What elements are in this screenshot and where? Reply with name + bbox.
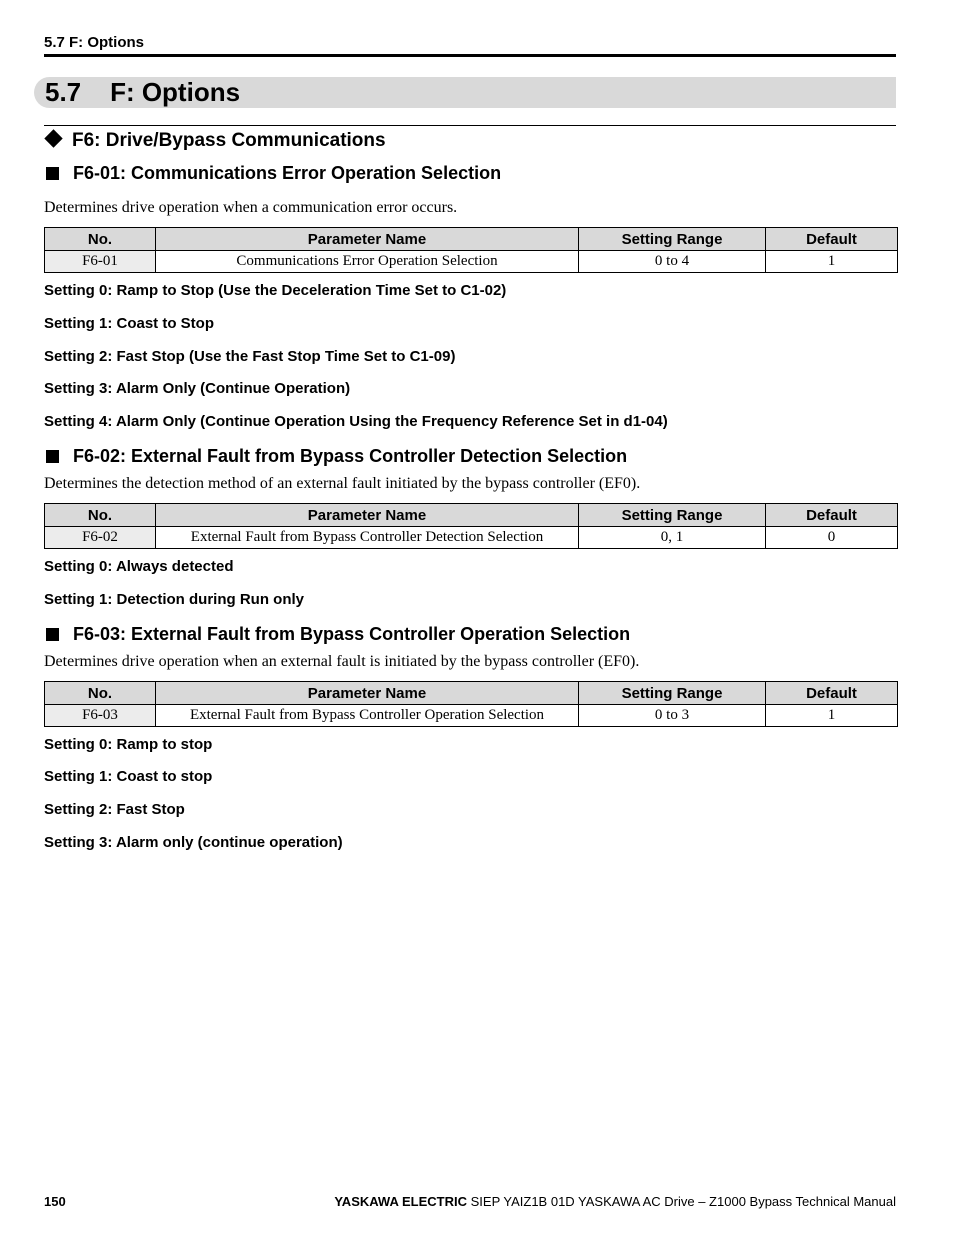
cell-name: External Fault from Bypass Controller Operation Selection: [156, 705, 579, 727]
cell-default: 0: [766, 527, 898, 549]
setting-item: Setting 2: Fast Stop: [44, 801, 185, 818]
cell-range: 0 to 3: [579, 705, 766, 727]
setting-item: Setting 3: Alarm Only (Continue Operation): [44, 380, 351, 397]
cell-default: 1: [766, 705, 898, 727]
running-header: 5.7 F: Options: [44, 34, 145, 51]
col-header-no: No.: [45, 682, 156, 705]
param-description: Determines the detection method of an external fault initiated by the bypass controller (EF0).: [44, 475, 641, 492]
table-row: [45, 527, 898, 549]
setting-item: Setting 2: Fast Stop (Use the Fast Stop Time Set to C1-09): [44, 348, 456, 365]
param-heading-text: F6-01: Communications Error Operation Selection: [73, 163, 502, 183]
footer-manual-text: SIEP YAIZ1B 01D YASKAWA AC Drive – Z1000 Bypass Technical Manual: [470, 1194, 896, 1209]
page-number: 150: [44, 1194, 66, 1209]
section-title-text: F: Options: [110, 77, 241, 107]
subsection-heading-text: F6: Drive/Bypass Communications: [72, 130, 386, 151]
square-bullet-icon: [46, 628, 59, 641]
header-rule: [44, 54, 896, 57]
setting-item: Setting 0: Ramp to Stop (Use the Deceleration Time Set to C1-02): [44, 282, 507, 299]
param-table-f6-03: [44, 681, 898, 727]
param-description: Determines drive operation when an external fault is initiated by the bypass controller (EF0).: [44, 653, 640, 670]
cell-name: Communications Error Operation Selection: [156, 251, 579, 273]
col-header-no: No.: [45, 504, 156, 527]
col-header-default: Default: [766, 504, 898, 527]
footer-brand: YASKAWA ELECTRIC: [334, 1194, 467, 1209]
section-rule: [44, 125, 896, 126]
cell-no: F6-02: [45, 527, 156, 549]
square-bullet-icon: [46, 167, 59, 180]
cell-range: 0 to 4: [579, 251, 766, 273]
setting-item: Setting 0: Ramp to stop: [44, 736, 213, 753]
param-heading-text: F6-02: External Fault from Bypass Controller Detection Selection: [73, 446, 628, 466]
col-header-default: Default: [766, 682, 898, 705]
param-table-f6-01: [44, 227, 898, 273]
cell-default: 1: [766, 251, 898, 273]
setting-item: Setting 4: Alarm Only (Continue Operation Using the Frequency Reference Set in d1-04): [44, 413, 668, 430]
col-header-range: Setting Range: [579, 504, 766, 527]
param-heading-text: F6-03: External Fault from Bypass Controller Operation Selection: [73, 624, 631, 644]
subsection-heading: [44, 130, 386, 152]
footer-manual-title: [334, 1194, 896, 1209]
col-header-name: Parameter Name: [156, 228, 579, 251]
cell-range: 0, 1: [579, 527, 766, 549]
param-heading-f6-03: [44, 624, 630, 645]
square-bullet-icon: [46, 450, 59, 463]
setting-item: Setting 1: Coast to stop: [44, 768, 213, 785]
section-number: 5.7: [45, 77, 82, 107]
table-row: [45, 705, 898, 727]
setting-item: Setting 3: Alarm only (continue operation): [44, 834, 343, 851]
table-header-row: [45, 682, 898, 705]
param-heading-f6-02: [44, 446, 627, 467]
col-header-default: Default: [766, 228, 898, 251]
cell-no: F6-01: [45, 251, 156, 273]
col-header-range: Setting Range: [579, 228, 766, 251]
col-header-no: No.: [45, 228, 156, 251]
setting-item: Setting 1: Detection during Run only: [44, 591, 304, 608]
setting-item: Setting 1: Coast to Stop: [44, 315, 214, 332]
table-header-row: [45, 504, 898, 527]
param-heading-f6-01: [44, 163, 501, 184]
diamond-bullet-icon: [44, 129, 62, 147]
cell-name: External Fault from Bypass Controller Detection Selection: [156, 527, 579, 549]
col-header-range: Setting Range: [579, 682, 766, 705]
setting-item: Setting 0: Always detected: [44, 558, 234, 575]
col-header-name: Parameter Name: [156, 682, 579, 705]
param-table-f6-02: [44, 503, 898, 549]
section-title: [45, 77, 240, 108]
col-header-name: Parameter Name: [156, 504, 579, 527]
cell-no: F6-03: [45, 705, 156, 727]
param-description: Determines drive operation when a communication error occurs.: [44, 199, 458, 216]
table-header-row: [45, 228, 898, 251]
table-row: [45, 251, 898, 273]
